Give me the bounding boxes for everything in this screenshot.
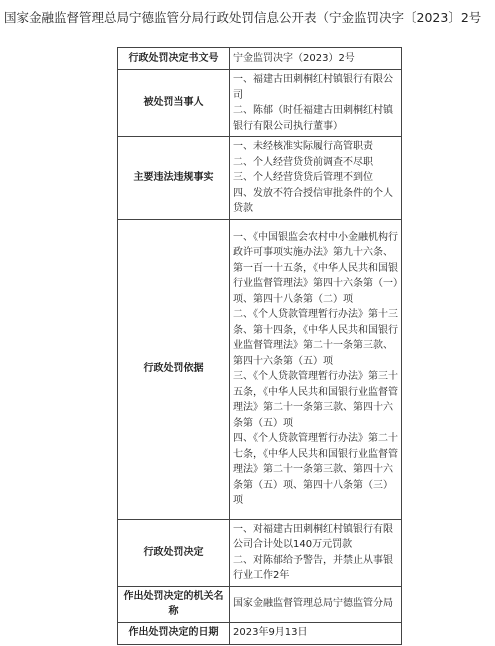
value-line: 一、福建古田刺桐红村镇银行有限公司 — [233, 74, 393, 101]
value-line: 一、未经核准实际履行高管职责 — [233, 141, 373, 152]
value-line: 三、个人经营贷贷后管理不到位 — [233, 172, 373, 183]
row-value — [230, 622, 402, 644]
table-row-legal-basis — [118, 219, 402, 519]
value-line: 二、对陈郁给予警告，并禁止从事银行业工作2年 — [233, 554, 393, 581]
value-line: 国家金融监督管理总局宁德监管分局 — [233, 598, 393, 610]
penalty-info-table — [117, 47, 402, 645]
value-line: 宁金监罚决字（2023）2号 — [233, 52, 355, 64]
value-line: 四、《个人贷款管理暂行办法》第二十七条，《中华人民共和国银行业监督管理法》第二十一条第三款、第四十六条第（五）项、第四十八条第（三）项 — [233, 433, 398, 506]
value-line: 三、《个人贷款管理暂行办法》第三十五条，《中华人民共和国银行业监督管理法》第二十一条第三款、第四十六条第（五）项 — [233, 371, 398, 429]
row-label: 被处罚当事人 — [118, 70, 230, 137]
value-line: 四、发放不符合授信审批条件的个人贷款 — [233, 187, 393, 214]
table-row-violations — [118, 137, 402, 220]
row-label: 行政处罚依据 — [118, 219, 230, 519]
table-row-penalty-decision — [118, 519, 402, 586]
row-value — [230, 586, 402, 622]
value-line: 一、对福建古田刺桐红村镇银行有限公司合计处以140万元罚款 — [233, 523, 393, 550]
value-line: 二、陈郁（时任福建古田刺桐红村镇银行有限公司执行董事） — [233, 105, 393, 132]
row-label: 主要违法违规事实 — [118, 137, 230, 220]
row-label: 行政处罚决定 — [118, 519, 230, 586]
table-row-penalized-party — [118, 70, 402, 137]
page-title: 国家金融监督管理总局宁德监管分局行政处罚信息公开表（宁金监罚决字〔2023〕2号 — [4, 10, 482, 25]
value-line: 二、《个人贷款管理暂行办法》第十三条、第十四条，《中华人民共和国银行业监督管理法》第二十一条第三款、第四十六条第（五）项 — [233, 309, 398, 367]
table-row-authority — [118, 586, 402, 622]
table-row-decision-number — [118, 48, 402, 70]
row-label: 作出处罚决定的日期 — [118, 622, 230, 644]
value-line: 二、个人经营贷贷前调查不尽职 — [233, 156, 373, 168]
value-line: 2023年9月13日 — [233, 627, 308, 639]
row-value — [230, 219, 402, 519]
row-value — [230, 70, 402, 137]
value-line: 一、《中国银监会农村中小金融机构行政许可事项实施办法》第九十六条、第一百一十五条，《中华人民共和国银行业监督管理法》第四十六条第（一）项、第四十八条第（二）项 — [233, 231, 398, 305]
row-label: 行政处罚决定书文号 — [118, 48, 230, 70]
table-row-decision-date — [118, 622, 402, 644]
row-label: 作出处罚决定的机关名称 — [118, 586, 230, 622]
row-value — [230, 48, 402, 70]
row-value — [230, 519, 402, 586]
row-value — [230, 137, 402, 220]
